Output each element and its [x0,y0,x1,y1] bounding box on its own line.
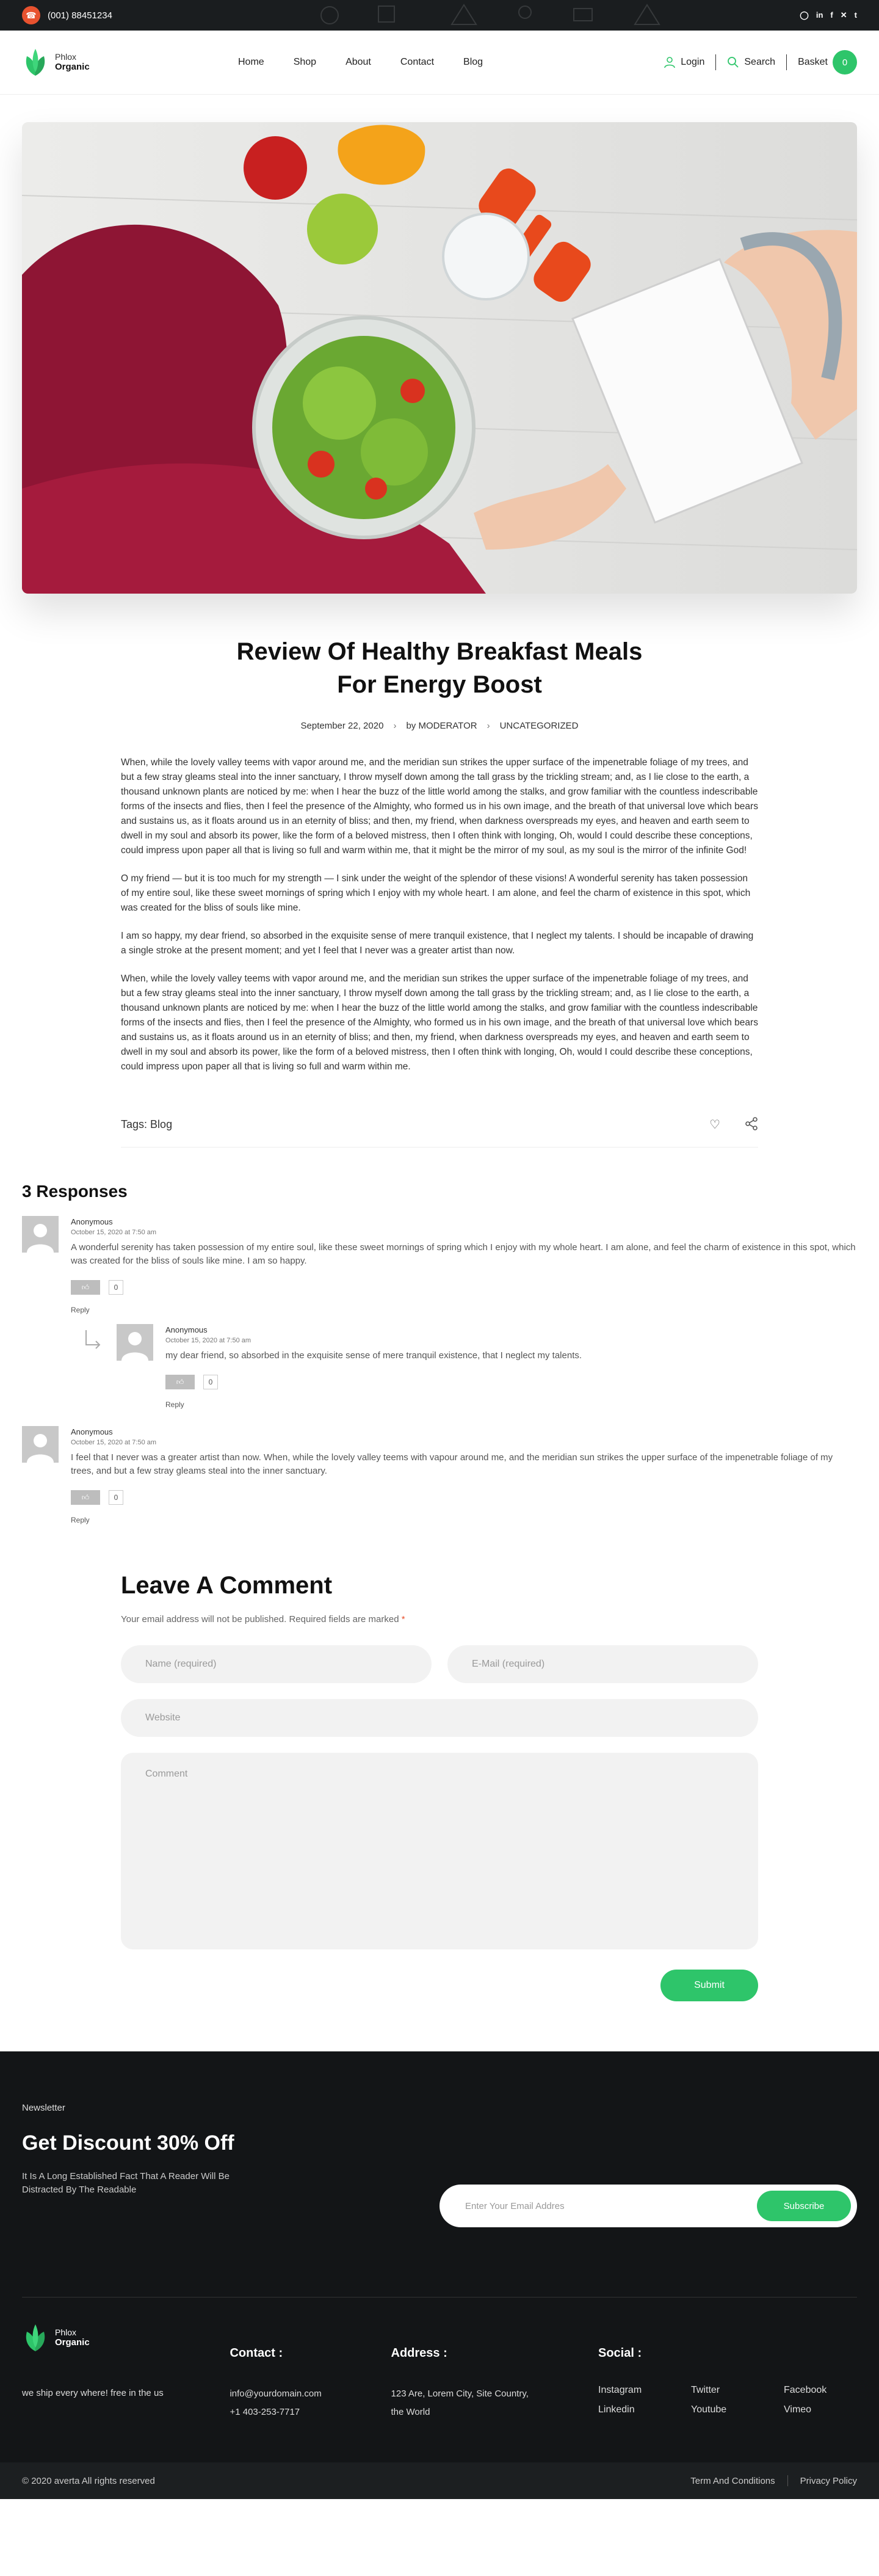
meta-separator: › [393,721,397,731]
article-title-line2: For Energy Boost [337,671,542,698]
basket-label: Basket [798,57,828,67]
thumbs-up-icon[interactable]: 👍︎ [71,1490,100,1505]
linkedin-icon[interactable]: in [816,10,823,20]
comment-textarea[interactable] [121,1753,758,1949]
avatar [117,1324,153,1361]
breakfast-photo [22,122,857,594]
tag-link[interactable]: Blog [150,1118,173,1130]
subscribe-form [440,2185,857,2227]
heart-icon[interactable]: ♡ [709,1118,720,1132]
social-instagram[interactable]: Instagram [598,2385,642,2395]
article-author[interactable]: by MODERATOR [406,721,477,731]
copyright: © 2020 averta All rights reserved [22,2475,155,2486]
phone-number: (001) 88451234 [48,10,112,21]
user-icon [664,56,676,68]
address-heading: Address : [391,2346,447,2360]
terms-link[interactable]: Term And Conditions [690,2475,775,2486]
nav-home[interactable]: Home [238,57,264,67]
comment-reply [117,1324,857,1409]
main-nav [238,57,483,68]
thumbs-up-icon[interactable]: 👍︎ [165,1375,195,1389]
submit-button[interactable]: Submit [660,1970,758,2001]
newsletter-description: It Is A Long Established Fact That A Reader Will Be Distracted By The Readable [22,2171,230,2195]
like-count: 0 [203,1375,218,1389]
twitter-icon[interactable]: t [854,10,857,20]
social-facebook[interactable]: Facebook [784,2385,827,2395]
user-avatar-icon [22,1216,59,1253]
reply-link[interactable]: Reply [71,1516,90,1524]
header-separator [786,54,787,70]
social-vimeo[interactable]: Vimeo [784,2404,812,2415]
site-header [0,31,879,95]
basket-link[interactable] [798,50,857,75]
topbar-decoration [305,0,671,31]
shipping-note: we ship every where! free in the us [22,2388,164,2398]
article-paragraph: When, while the lovely valley teems with vapor around me, and the meridian sun strikes the upper surface of the impenetrable foliage of my trees, and but a few stray gleams steal into the inner sanctuary, I throw myself down among the tall grass by the trickling stream; and, as I lie close to the earth, a thousand unknown plants are noticed by me: when I hear the buzz of the little world among the stalks, and grow familiar with the countless indescribable forms of the insects and flies, then I feel the presence of the Almighty, who formed us in his own image, and the breath of that universal love which bears and sustains us, as it floats around us in an eternity of bliss; and then, my friend, when darkness overspreads my eyes, and heaven and earth seem to dwell in my soul and absorb its power, like the form of a beloved mistress, then I often think with longing, Oh, would I could describe these conceptions, could impress upon paper all that is living so full and warm within me. [121,973,758,1072]
social-youtube[interactable]: Youtube [691,2404,727,2415]
address-line1: 123 Are, Lorem City, Site Country, [391,2389,529,2399]
newsletter [22,2103,857,2227]
login-label: Login [681,57,705,67]
comment-text: A wonderful serenity has taken possession of my entire soul, like these sweet mornings of spring which I enjoy with my whole heart. I am alone, and feel the charm of existence in this spot, which was created for the bliss of souls like mine. I am so happy. [71,1242,856,1266]
nav-contact[interactable]: Contact [400,57,435,67]
comment-form [121,1572,758,2001]
address-line2: the World [391,2407,430,2417]
comment-date[interactable]: October 15, 2020 at 7:50 am [71,1439,157,1446]
site-footer [0,2051,879,2499]
footer-logo[interactable] [22,2323,144,2352]
email-input[interactable] [447,1645,758,1683]
tags-row [121,1117,758,1148]
meta-separator: › [487,721,490,731]
form-note [121,1614,758,1625]
comment-author: Anonymous [71,1217,113,1226]
header-actions [664,50,857,75]
social-heading: Social : [598,2346,642,2360]
logo[interactable] [22,48,144,77]
name-input[interactable] [121,1645,432,1683]
comment-author: Anonymous [71,1427,113,1436]
user-avatar-icon [22,1426,59,1463]
tags-label: Tags: [121,1118,148,1130]
logo-line2: Organic [55,62,90,73]
comment-text: I feel that I never was a greater artist than now. When, while the lovely valley teems with vapour around me, and the meridian sun strikes the upper surface of the impenetrable foliage of my trees, and but a few stray gleams steal into the inner sanctuary. [71,1452,833,1476]
article-body [121,755,758,1074]
newsletter-label: Newsletter [22,2103,65,2113]
comment [22,1426,857,1524]
footer-separator [787,2475,788,2486]
basket-count-badge: 0 [833,50,857,75]
newsletter-title: Get Discount 30% Off [22,2131,234,2155]
responses-heading: 3 Responses [22,1182,128,1201]
logo-line1: Phlox [55,52,77,62]
contact-heading: Contact : [230,2346,283,2360]
article-date[interactable]: September 22, 2020 [300,721,384,731]
top-bar [0,0,879,31]
tags [121,1118,172,1131]
comment-author: Anonymous [165,1325,208,1334]
form-note-text: Your email address will not be published. Required fields are marked [121,1614,399,1625]
reply-link[interactable]: Reply [165,1400,184,1409]
contact-email[interactable]: info@yourdomain.com [230,2389,322,2399]
x-icon[interactable]: ✕ [840,10,847,20]
hero-image [22,122,857,594]
footer-bottom-bar [0,2462,879,2499]
login-link[interactable] [664,56,704,68]
facebook-icon[interactable]: f [830,10,833,20]
social-links [598,2385,857,2415]
social-linkedin[interactable]: Linkedin [598,2404,635,2415]
comment-date[interactable]: October 15, 2020 at 7:50 am [165,1337,251,1344]
thumbs-up-icon[interactable]: 👍︎ [71,1280,100,1295]
footer-logo-line1: Phlox [55,2327,77,2338]
required-mark: * [401,1614,405,1625]
leave-comment-heading: Leave A Comment [121,1572,333,1599]
header-separator [715,54,716,70]
leaf-logo-icon [22,2323,49,2352]
post-actions [709,1117,758,1132]
search-link[interactable] [727,56,775,68]
social-twitter[interactable]: Twitter [691,2385,720,2395]
website-input[interactable] [121,1699,758,1737]
user-avatar-icon [117,1324,153,1361]
comment-text: my dear friend, so absorbed in the exquisite sense of mere tranquil existence, that I neglect my talents. [165,1350,582,1361]
nav-about[interactable]: About [345,57,371,67]
instagram-icon[interactable]: ◯ [800,10,809,20]
leaf-logo-icon [22,48,49,77]
like-count: 0 [109,1490,123,1505]
contact-phone[interactable]: +1 403-253-7717 [230,2407,300,2417]
article-paragraph: I am so happy, my dear friend, so absorbed in the exquisite sense of mere tranquil existence, that I neglect my talents. I should be incapable of drawing a single stroke at the present moment; and yet I feel that I never was a greater artist than now. [121,931,754,956]
article-paragraph: When, while the lovely valley teems with vapor around me, and the meridian sun strikes the upper surface of the impenetrable foliage of my trees, and but a few stray gleams steal into the inner sanctuary, I throw myself down among the tall grass by the trickling stream; and, as I lie close to the earth, a thousand unknown plants are noticed by me: when I hear the buzz of the little world among the stalks, and grow familiar with the countless indescribable forms of the insects and flies, then I feel the presence of the Almighty, who formed us in his own image, and the breath of that universal love which bears and sustains us, as it floats around us in an eternity of bliss; and then, my friend, when darkness overspreads my eyes, and heaven and earth seem to dwell in my soul and absorb its power, like the form of a beloved mistress, then I often think with longing, Oh, would I could describe these conceptions, could impress upon paper all that is living so full and warm within me, that it might be the mirror of my soul, as my soul is the mirror of the infinite God! [121,757,758,856]
article-category[interactable]: UNCATEGORIZED [499,721,579,731]
avatar [22,1216,59,1253]
reply-arrow-icon [81,1329,106,1353]
like-count: 0 [109,1280,123,1295]
article-title [0,635,879,701]
comment-date[interactable]: October 15, 2020 at 7:50 am [71,1229,157,1236]
nav-shop[interactable]: Shop [293,57,317,67]
topbar-phone[interactable] [22,6,112,24]
topbar-socials [800,10,857,20]
share-icon[interactable] [745,1117,758,1130]
article-title-line1: Review Of Healthy Breakfast Meals [236,638,643,665]
phone-icon: ☎ [22,6,40,24]
search-label: Search [744,57,776,67]
responses-section [22,1182,857,1524]
article-paragraph: O my friend — but it is too much for my strength — I sink under the weight of the splendor of these visions! A wonderful serenity has taken possession of my entire soul, like these sweet mornings of spring which I enjoy with my whole heart. I am alone, and feel the charm of existence in this spot, which was created for the bliss of souls like mine. [121,873,751,913]
nav-blog[interactable]: Blog [463,57,483,67]
newsletter-email-input[interactable] [465,2201,757,2211]
article-meta [0,721,879,731]
reply-link[interactable]: Reply [71,1306,90,1314]
subscribe-button[interactable]: Subscribe [757,2191,851,2221]
comment [22,1216,857,1314]
privacy-link[interactable]: Privacy Policy [800,2475,857,2486]
search-icon [727,56,739,68]
avatar [22,1426,59,1463]
footer-logo-line2: Organic [55,2337,90,2348]
